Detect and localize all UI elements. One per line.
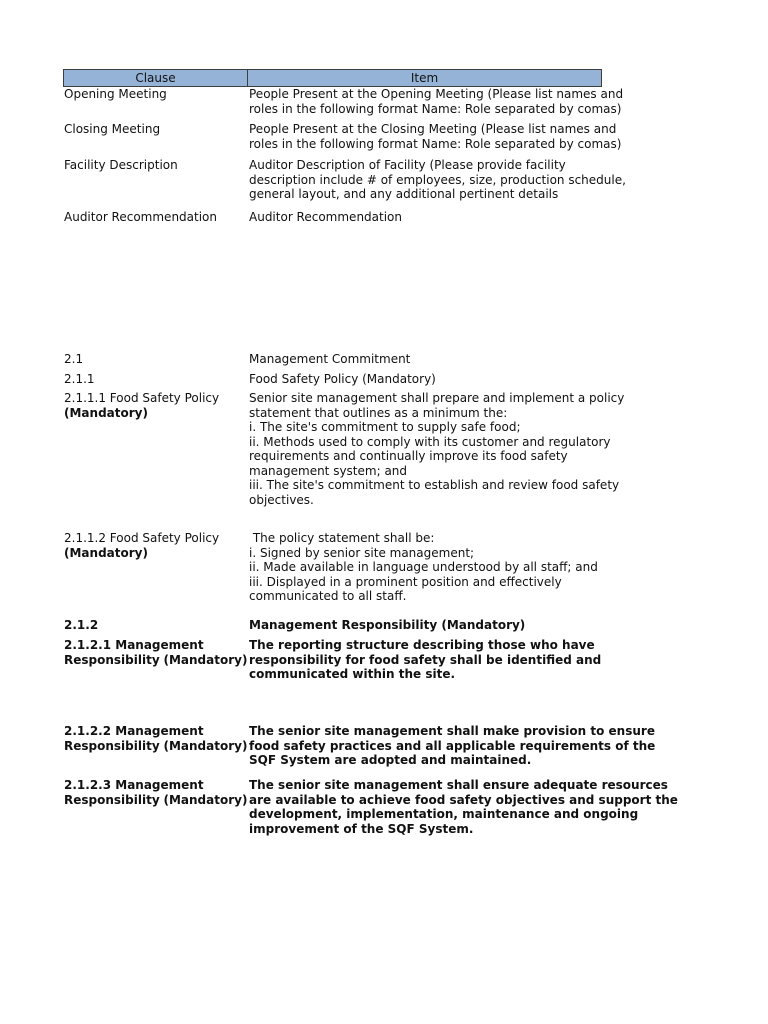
item-line: SQF System are adopted and maintained. <box>249 753 532 767</box>
clause-text: 2.1.2 <box>64 618 99 632</box>
clause-mandatory-label: (Mandatory) <box>64 405 148 420</box>
item-line: responsibility for food safety shall be identified and <box>249 652 602 667</box>
clause-text: 2.1.1 <box>64 372 95 386</box>
item-cell <box>248 210 602 225</box>
table-row <box>63 158 626 202</box>
table-row <box>63 531 602 604</box>
item-line: general layout, and any additional pertinent details <box>249 187 559 201</box>
item-line: Management Responsibility (Mandatory) <box>249 618 526 632</box>
table-row <box>63 391 625 507</box>
item-line: The senior site management shall ensure adequate resources <box>249 778 668 792</box>
clause-cell <box>63 618 248 633</box>
item-cell <box>248 87 624 116</box>
clause-text-line2: Responsibility <box>64 792 160 807</box>
item-line: are available to achieve food safety objectives and support the <box>249 792 678 807</box>
item-cell <box>248 391 625 507</box>
item-line: objectives. <box>249 492 314 507</box>
item-cell <box>248 372 602 387</box>
item-line: communicated to all staff. <box>249 589 407 603</box>
item-line: The senior site management shall make provision to ensure <box>249 724 655 738</box>
clause-text: Closing Meeting <box>64 122 161 136</box>
clause-mandatory-label: (Mandatory) <box>163 738 248 753</box>
clause-cell <box>63 122 248 151</box>
clause-text: 2.1.2.2 Management <box>64 724 204 738</box>
table-row <box>63 352 602 367</box>
item-line: statement that outlines as a minimum the: <box>249 405 508 420</box>
clause-mandatory-label: (Mandatory) <box>64 545 148 560</box>
item-line: Food Safety Policy (Mandatory) <box>249 372 436 386</box>
item-line: management system; and <box>249 463 408 478</box>
clause-text: 2.1.1.1 Food Safety Policy <box>64 391 220 405</box>
table-row <box>63 724 656 768</box>
clause-cell <box>63 724 248 768</box>
table-row <box>63 210 602 225</box>
clause-text: 2.1 <box>64 352 84 366</box>
item-cell <box>248 778 678 836</box>
item-line: Auditor Recommendation <box>249 210 403 224</box>
item-cell <box>248 158 626 202</box>
item-line: roles in the following format Name: Role separated by comas) <box>249 136 622 151</box>
clause-text: 2.1.2.1 Management <box>64 638 204 652</box>
clause-text: Facility Description <box>64 158 178 172</box>
item-cell <box>248 618 602 633</box>
item-line: iii. The site's commitment to establish and review food safety <box>249 478 620 492</box>
item-cell <box>248 531 602 604</box>
item-line: food safety practices and all applicable requirements of the <box>249 738 656 753</box>
header-clause: Clause <box>64 70 248 86</box>
clause-cell <box>63 531 248 604</box>
clause-mandatory-label: (Mandatory) <box>163 792 248 807</box>
table-row <box>63 122 622 151</box>
item-line: Management Commitment <box>249 352 411 366</box>
clause-cell <box>63 210 248 225</box>
table-row <box>63 372 602 387</box>
clause-text: Auditor Recommendation <box>64 210 218 224</box>
item-line: i. The site's commitment to supply safe food; <box>249 420 521 434</box>
table-header <box>63 69 602 87</box>
item-line: iii. Displayed in a prominent position and effectively <box>249 574 562 589</box>
item-line: The reporting structure describing those who have <box>249 638 595 652</box>
table-row <box>63 618 602 633</box>
item-cell <box>248 352 602 367</box>
clause-cell <box>63 372 248 387</box>
clause-text: 2.1.1.2 Food Safety Policy <box>64 531 220 545</box>
item-line: i. Signed by senior site management; <box>249 545 475 560</box>
table-row <box>63 778 678 836</box>
clause-cell <box>63 158 248 202</box>
item-line: roles in the following format Name: Role separated by comas) <box>249 101 622 116</box>
header-item: Item <box>410 71 439 85</box>
clause-text: Opening Meeting <box>64 87 167 101</box>
clause-cell <box>63 391 248 507</box>
item-line: development, implementation, maintenance and ongoing <box>249 807 639 821</box>
item-line: ii. Made available in language understood by all staff; and <box>249 560 598 574</box>
item-line: improvement of the SQF System. <box>249 821 474 836</box>
clause-cell <box>63 778 248 836</box>
spreadsheet <box>63 69 678 836</box>
item-line: People Present at the Closing Meeting (Please list names and <box>249 122 617 136</box>
item-line: Senior site management shall prepare and implement a policy <box>249 391 625 405</box>
item-line: communicated within the site. <box>249 667 456 681</box>
item-cell <box>248 122 622 151</box>
item-cell <box>248 638 602 682</box>
table-row <box>63 87 624 116</box>
clause-cell <box>63 352 248 367</box>
clause-text: 2.1.2.3 Management <box>64 778 204 792</box>
clause-cell <box>63 87 248 116</box>
item-line: requirements and continually improve its food safety <box>249 449 568 463</box>
table-row <box>63 638 602 682</box>
item-line: description include # of employees, size, production schedule, <box>249 172 626 187</box>
item-line: People Present at the Opening Meeting (Please list names and <box>249 87 624 101</box>
item-line: ii. Methods used to comply with its customer and regulatory <box>249 434 611 449</box>
item-line: The policy statement shall be: <box>249 531 435 545</box>
clause-cell <box>63 638 248 682</box>
clause-mandatory-label: (Mandatory) <box>163 652 248 667</box>
item-cell <box>248 724 656 768</box>
clause-text-line2: Responsibility <box>64 738 160 753</box>
clause-text-line2: Responsibility <box>64 652 160 667</box>
item-line: Auditor Description of Facility (Please provide facility <box>249 158 566 172</box>
